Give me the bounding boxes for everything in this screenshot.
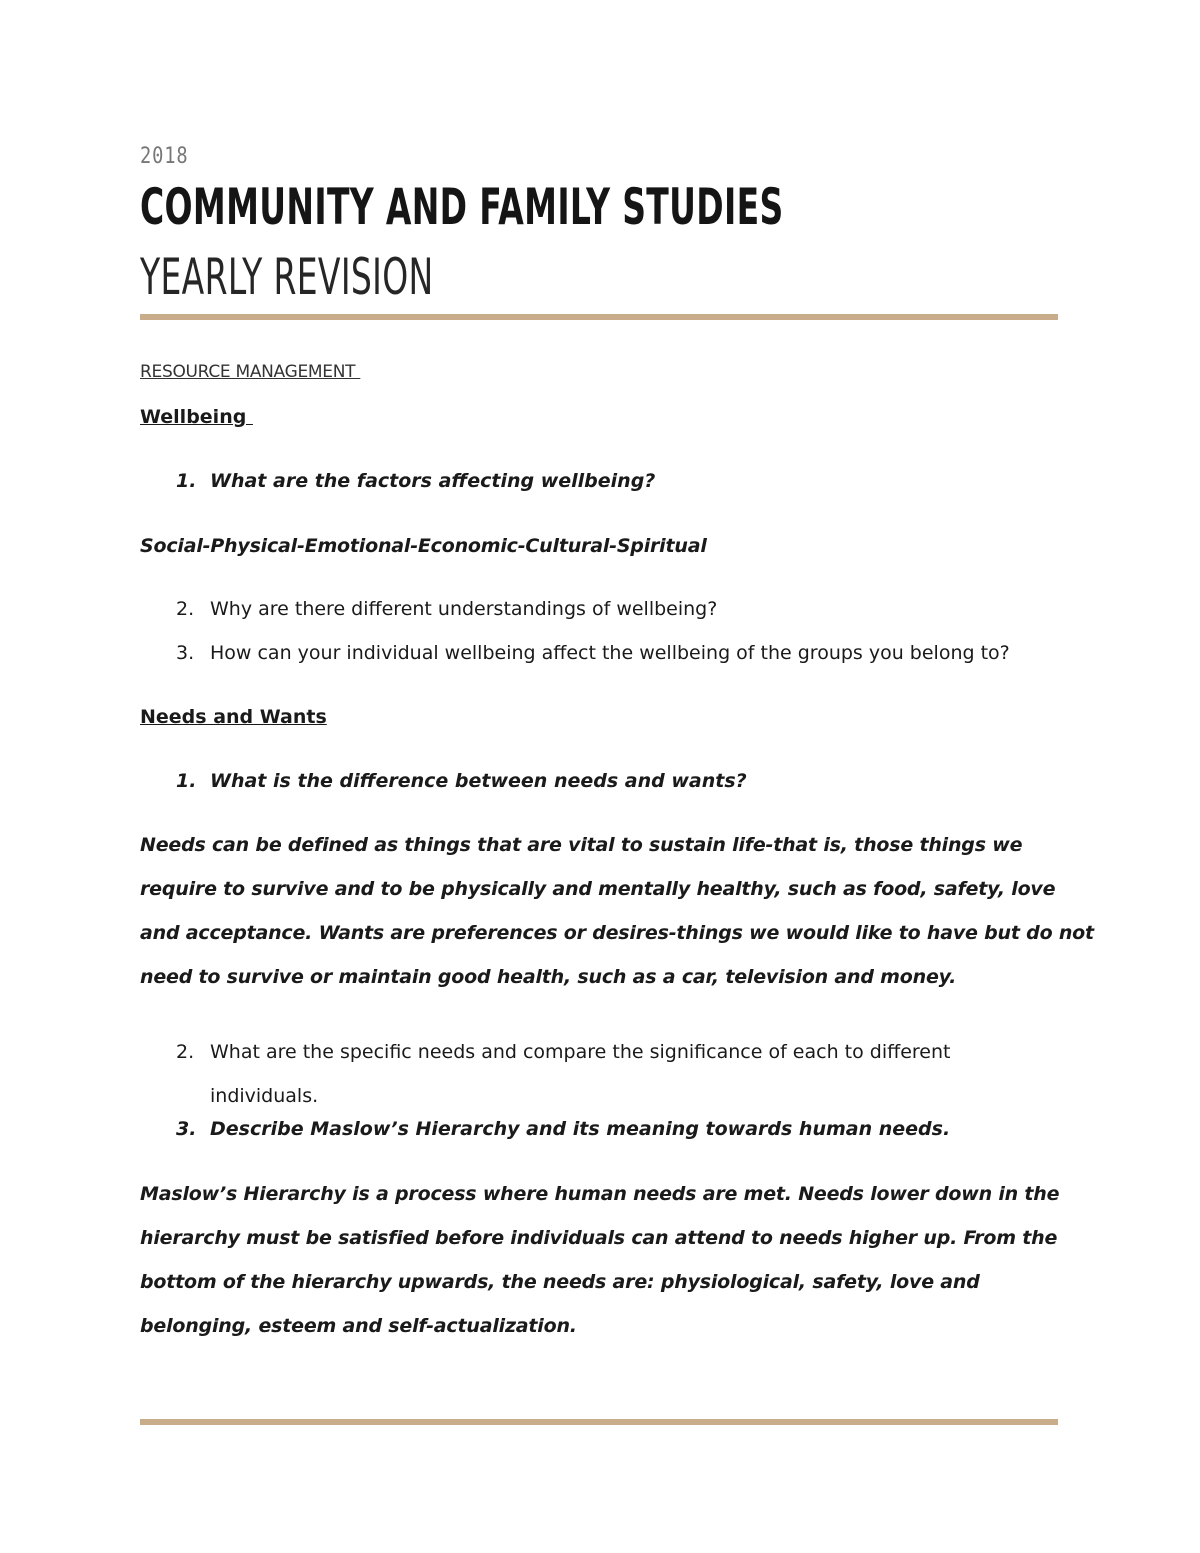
question-number: 1. [176,470,197,492]
answer-line: belonging, esteem and self-actualization. [140,1315,577,1337]
needs-wants-heading: Needs and Wants [140,706,327,728]
question-text: What are the specific needs and compare the significance of each to different [210,1041,951,1063]
question-number: 2. [176,598,195,620]
needs-answer-3 [140,1172,1060,1348]
answer-line: and acceptance. Wants are preferences or desires-things we would like to have but do not [140,922,1094,944]
question-text: Describe Maslow’s Hierarchy and its meaning towards human needs. [210,1118,951,1140]
document-subtitle: YEARLY REVISION [140,248,434,306]
question-number: 1. [176,770,197,792]
question-number: 3. [176,1118,197,1140]
needs-question-3 [176,1118,950,1140]
answer-line: Needs can be defined as things that are vital to sustain life-that is, those things we [140,834,1023,856]
document-title: COMMUNITY AND FAMILY STUDIES [140,178,784,236]
needs-question-2 [176,1030,950,1118]
wellbeing-heading: Wellbeing [140,406,253,428]
bottom-divider [140,1419,1058,1425]
question-text: Why are there different understandings of wellbeing? [210,598,718,620]
answer-line: require to survive and to be physically and mentally healthy, such as food, safety, love [140,878,1056,900]
answer-line: need to survive or maintain good health, such as a car, television and money. [140,966,957,988]
wellbeing-answer-1 [140,524,1060,568]
wellbeing-question-3 [176,642,1010,664]
question-text: What are the factors affecting wellbeing? [210,470,656,492]
wellbeing-question-1 [176,470,655,492]
question-text: How can your individual wellbeing affect the wellbeing of the groups you belong to? [210,642,1010,664]
answer-line: bottom of the hierarchy upwards, the needs are: physiological, safety, love and [140,1271,980,1293]
wellbeing-question-2 [176,598,717,620]
answer-line: hierarchy must be satisfied before individuals can attend to needs higher up. From the [140,1227,1058,1249]
document-year: 2018 [140,144,189,169]
question-number: 3. [176,642,195,664]
question-text-continued: individuals. [210,1085,319,1107]
needs-question-1 [176,770,747,792]
answer-line: Maslow’s Hierarchy is a process where human needs are met. Needs lower down in the [140,1183,1060,1205]
answer-line: Social-Physical-Emotional-Economic-Cultural-Spiritual [140,535,707,557]
needs-answer-1 [140,823,1094,999]
question-text: What is the difference between needs and wants? [210,770,747,792]
top-divider [140,314,1058,320]
question-number: 2. [176,1041,195,1063]
section-label: RESOURCE MANAGEMENT [140,362,361,382]
